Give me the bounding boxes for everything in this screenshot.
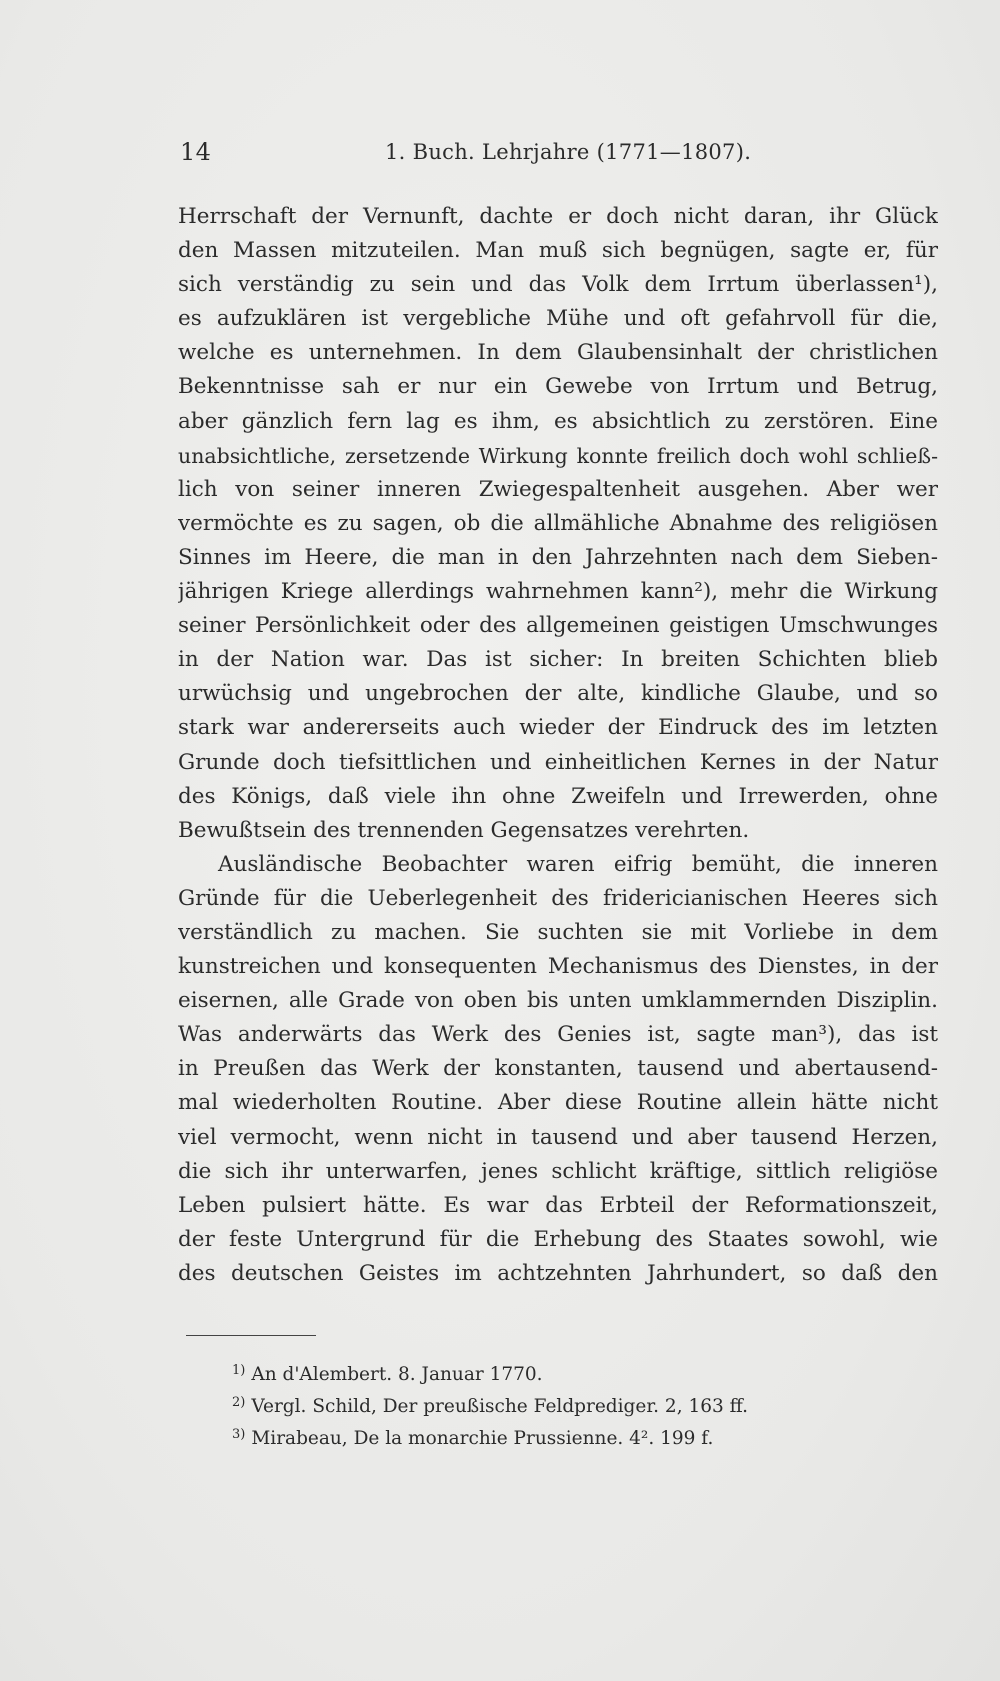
text-line: in Preußen das Werk der konstanten, tausend und abertausend-: [178, 1056, 938, 1082]
text-line: unabsichtliche, zersetzende Wirkung konnte freilich doch wohl schließ-: [178, 443, 938, 468]
page-number: 14: [180, 138, 212, 166]
footnote-marker: 3): [232, 1427, 246, 1442]
footnote-2: [232, 1387, 852, 1419]
footnote-divider: [186, 1335, 316, 1336]
text-line: eisernen, alle Grade von oben bis unten umklammernden Disziplin.: [178, 988, 938, 1014]
text-line: Herrschaft der Vernunft, dachte er doch nicht daran, ihr Glück: [178, 204, 938, 229]
text-line: verständlich zu machen. Sie suchten sie mit Vorliebe in dem: [178, 919, 938, 945]
running-head: [180, 138, 752, 172]
text-line: Was anderwärts das Werk des Genies ist, sagte man³), das ist: [178, 1022, 938, 1048]
text-line: aber gänzlich fern lag es ihm, es absichtlich zu zerstören. Eine: [178, 408, 938, 434]
footnote-1: [232, 1355, 852, 1387]
footnote-text: Mirabeau, De la monarchie Prussienne. 4². 199 f.: [251, 1428, 714, 1449]
running-title: 1. Buch. Lehrjahre (1771—1807).: [385, 140, 752, 164]
body-text: [178, 200, 938, 1291]
text-line: Sinnes im Heere, die man in den Jahrzehnten nach dem Sieben-: [178, 544, 938, 570]
footnote-marker: 2): [232, 1395, 246, 1410]
text-line: vermöchte es zu sagen, ob die allmähliche Abnahme des religiösen: [178, 510, 938, 536]
text-line: viel vermocht, wenn nicht in tausend und aber tausend Herzen,: [178, 1124, 938, 1150]
text-line: es aufzuklären ist vergebliche Mühe und oft gefahrvoll für die,: [178, 306, 938, 332]
text-line: sich verständig zu sein und das Volk dem Irrtum überlassen¹),: [178, 272, 938, 298]
text-line: kunstreichen und konsequenten Mechanismus des Dienstes, in der: [178, 954, 938, 980]
text-line: mal wiederholten Routine. Aber diese Routine allein hätte nicht: [178, 1090, 938, 1116]
text-line: jährigen Kriege allerdings wahrnehmen kann²), mehr die Wirkung: [178, 579, 938, 605]
footnotes: [232, 1355, 852, 1451]
text-line: den Massen mitzuteilen. Man muß sich begnügen, sagte er, für: [178, 238, 938, 264]
text-line: seiner Persönlichkeit oder des allgemeinen geistigen Umschwunges: [178, 613, 938, 639]
text-line: Leben pulsiert hätte. Es war das Erbteil der Reformationszeit,: [178, 1192, 938, 1218]
text-line: des Königs, daß viele ihn ohne Zweifeln und Irrewerden, ohne: [178, 783, 938, 809]
text-line: lich von seiner inneren Zwiegespaltenheit ausgehen. Aber wer: [178, 476, 938, 502]
text-line: der feste Untergrund für die Erhebung des Staates sowohl, wie: [178, 1226, 938, 1252]
text-line: welche es unternehmen. In dem Glaubensinhalt der christlichen: [178, 340, 938, 366]
footnote-text: An d'Alembert. 8. Januar 1770.: [251, 1364, 543, 1385]
text-line: in der Nation war. Das ist sicher: In breiten Schichten blieb: [178, 647, 938, 673]
text-line: Bewußtsein des trennenden Gegensatzes verehrten.: [178, 817, 750, 843]
footnote-text: Vergl. Schild, Der preußische Feldprediger. 2, 163 ff.: [251, 1396, 749, 1417]
footnote-marker: 1): [232, 1363, 246, 1378]
text-line: Ausländische Beobachter waren eifrig bemüht, die inneren: [218, 851, 938, 877]
text-line: urwüchsig und ungebrochen der alte, kindliche Glaube, und so: [178, 681, 938, 707]
text-line: Grunde doch tiefsittlichen und einheitlichen Kernes in der Natur: [178, 749, 938, 775]
footnote-3: [232, 1419, 852, 1451]
text-line: des deutschen Geistes im achtzehnten Jahrhundert, so daß den: [178, 1260, 938, 1286]
text-line: Bekenntnisse sah er nur ein Gewebe von Irrtum und Betrug,: [178, 374, 938, 400]
text-line: stark war andererseits auch wieder der Eindruck des im letzten: [178, 715, 938, 741]
text-line: Gründe für die Ueberlegenheit des fridericianischen Heeres sich: [178, 885, 938, 911]
text-line: die sich ihr unterwarfen, jenes schlicht kräftige, sittlich religiöse: [178, 1158, 938, 1184]
